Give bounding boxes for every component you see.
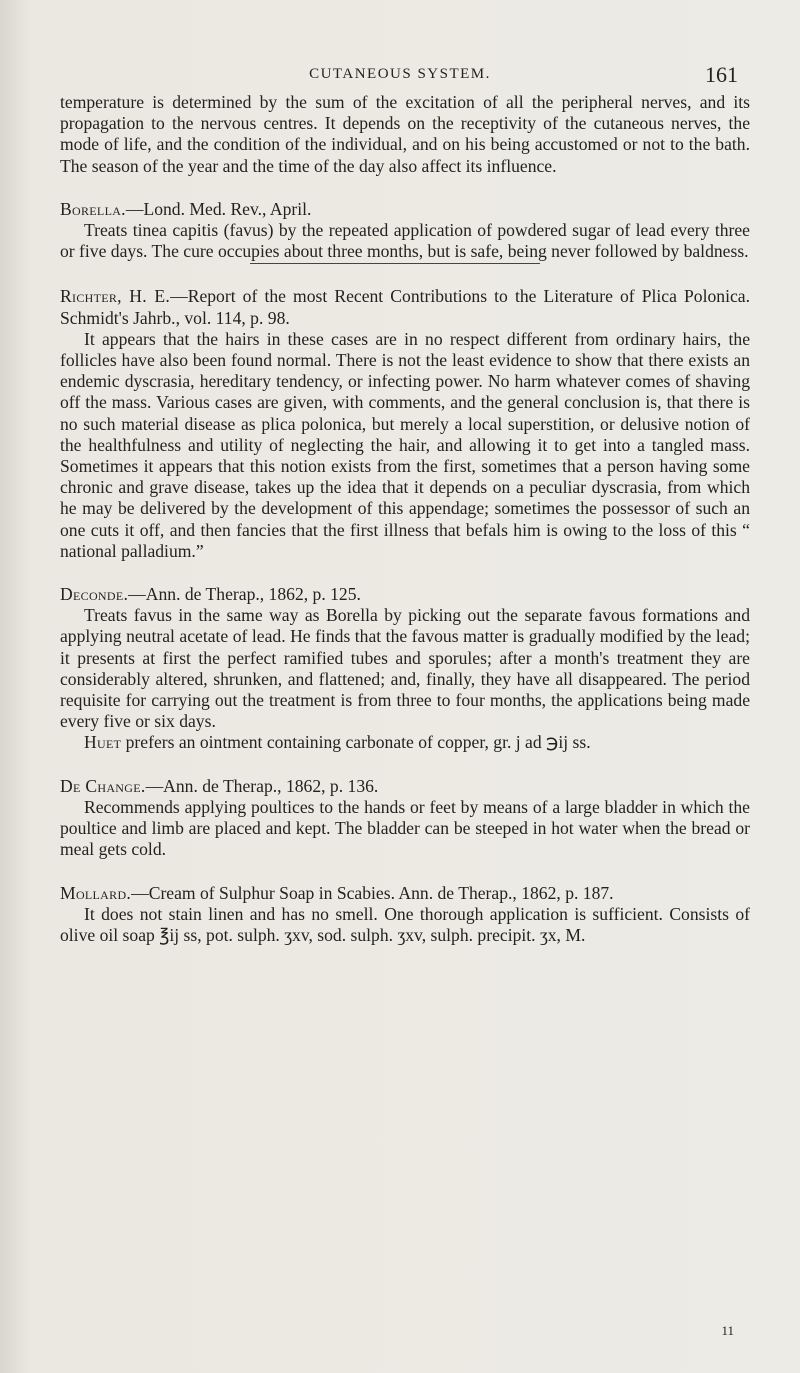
abstract-entry-mollard [60,883,750,947]
signature-mark: 11 [721,1323,734,1338]
abstract-entry-de-change [60,776,750,861]
entry-citation: —Ann. de Therap., 1862, p. 125. [128,584,361,605]
page-number: 161 [705,62,738,87]
entry-heading [60,286,750,328]
abstract-entry-borella [60,199,750,265]
page-body [60,92,750,946]
entry-author: Richter, H. E. [60,286,171,307]
entry-extra-text: prefers an ointment containing carbonate of copper, gr. j ad ℈ij ss. [121,732,591,753]
entry-citation: —Cream of Sulphur Soap in Scabies. Ann. de Therap., 1862, p. 187. [131,882,614,903]
entry-body: Treats favus in the same way as Borella by picking out the separate favous formations and applying neutral acetate of lead. He finds that the favous matter is gradually modified by the lead; it presents at first the perfect ramified tubes and sporules; after a month's treatment they are considerably altered, shrunken, and flattened; and, finally, they have all disappeared. The period requisite for carrying out the treatment is from three to four months, the applications being made every five or six days. [60,605,750,732]
entry-body: Recommends applying poultices to the hands or feet by means of a large bladder in which the poultice and limb are placed and kept. The bladder can be steeped in hot water when the bread or meal gets cold. [60,796,750,860]
entry-heading [60,776,750,797]
entry-body: It does not stain linen and has no smell. One thorough application is sufficient. Consists of olive oil soap ℥ij ss, pot. sulph. ʒxv, sod. sulph. ʒxv, sulph. precipit. ʒx, M. [60,903,750,945]
abstract-entry-richter [60,286,750,562]
entry-author: Borella. [60,198,126,219]
entry-author: De Change. [60,775,146,796]
entry-citation: —Report of the most Recent Contributions to the Literature of Plica Polonica. Schmidt's Jahrb., vol. 114, p. 98. [60,286,750,328]
abstract-entry-deconde [60,584,750,754]
entry-heading [60,199,750,220]
entry-extra [60,732,750,753]
entry-heading [60,584,750,605]
page-header [0,62,800,92]
entry-author: Deconde. [60,584,129,605]
entry-body: Treats tinea capitis (favus) by the repeated application of powdered sugar of lead every three or five days. The cure occupies about three months, but is safe, being never followed by baldness. [60,220,750,262]
entry-author: Mollard. [60,882,132,903]
entry-heading [60,883,750,904]
section-rule [250,263,540,264]
entry-citation: —Ann. de Therap., 1862, p. 136. [145,775,379,796]
entry-extra-author: Huet [84,732,122,753]
intro-paragraph: temperature is determined by the sum of the excitation of all the peripheral nerves, and its propagation to the nervous centres. It depends on the receptivity of the cutaneous nerves, the mode of life, and the condition of the individual, and on his being accustomed or not to the bath. The season of the year and the time of the day also affect its influence. [60,92,750,176]
running-title: CUTANEOUS SYSTEM. [309,66,491,82]
entry-citation: —Lond. Med. Rev., April. [125,198,312,219]
entry-body: It appears that the hairs in these cases are in no respect different from ordinary hairs, the follicles have also been found normal. There is not the least evidence to show that there exists an endemic dyscrasia, hereditary tendency, or infecting power. No harm whatever comes of shaving off the mass. Various cases are given, with comments, and the general conclusion is, that there is no such material disease as plica polonica, but merely a local superstition, or delusive notion of the healthfulness and utility of neglecting the hair, and allowing it to get into a tangled mass. Sometimes it appears that this notion exists from the first, sometimes that a person having some chronic and grave disease, takes up the idea that it depends on a peculiar dyscrasia, from which he may be delivered by the development of this appendage; sometimes the possessor of such an one cuts it off, and then fancies that the first illness that befals him is owing to the loss of this “ national palladium.” [60,328,750,561]
